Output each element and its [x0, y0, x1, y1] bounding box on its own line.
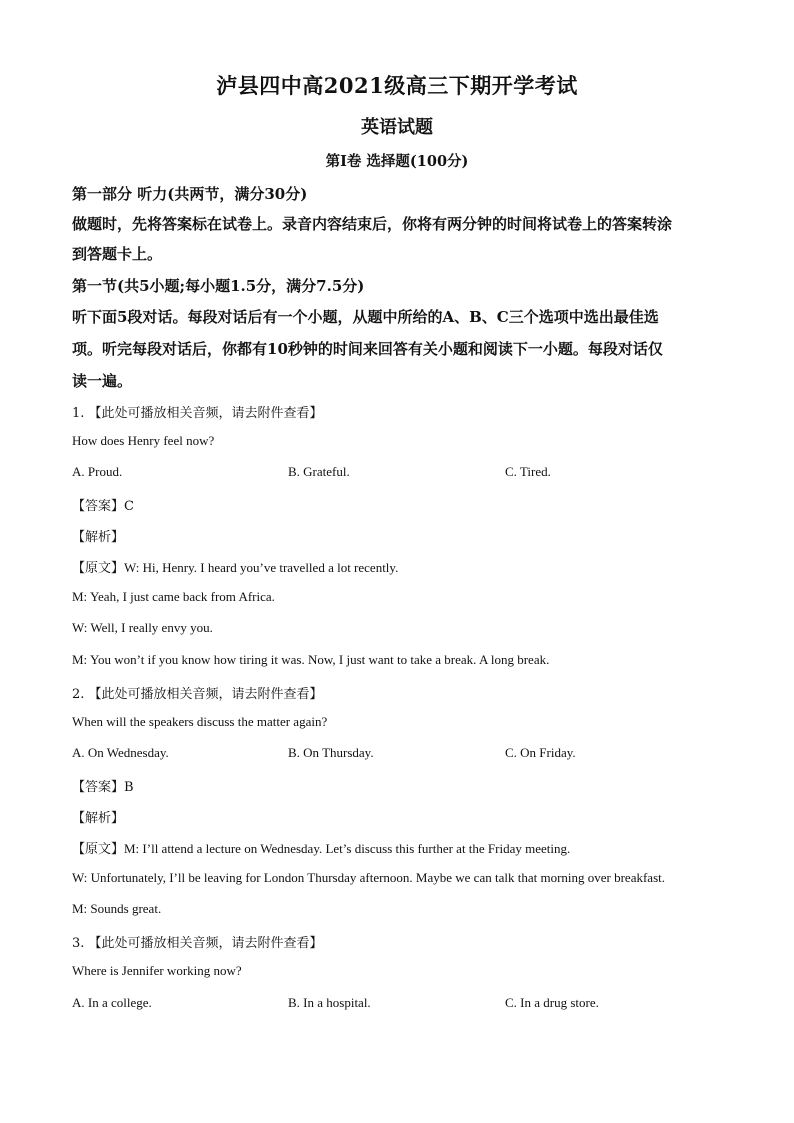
q1-transcript-line: 【原文】W: Hi, Henry. I heard you’ve travelled a lot recently. — [72, 560, 399, 575]
section1-line3: 读一遍。 — [72, 372, 133, 390]
q2-audio-placeholder[interactable]: 2. 【此处可播放相关音频，请去附件查看】 — [72, 687, 323, 702]
q1-question: How does Henry feel now? — [72, 433, 215, 448]
q1-transcript-line: M: You won’t if you know how tiring it was. Now, I just want to take a break. A long break. — [72, 652, 550, 667]
q3-option-a: A. In a college. — [72, 995, 152, 1010]
part1-heading: 第一部分 听力(共两节，满分30分) — [72, 185, 308, 203]
exam-title: 泸县四中高2021级高三下期开学考试 — [216, 73, 578, 98]
q3-audio-placeholder[interactable]: 3. 【此处可播放相关音频，请去附件查看】 — [72, 936, 323, 951]
section1-line2: 项。听完每段对话后，你都有10秒钟的时间来回答有关小题和阅读下一小题。每段对话仅 — [72, 340, 663, 358]
q3-option-b: B. In a hospital. — [288, 995, 371, 1010]
part1-instruction-line1: 做题时，先将答案标在试卷上。录音内容结束后，你将有两分钟的时间将试卷上的答案转涂 — [72, 215, 673, 233]
q2-option-a: A. On Wednesday. — [72, 745, 169, 760]
q1-answer: 【答案】C — [72, 499, 134, 514]
q2-answer: 【答案】B — [72, 780, 134, 795]
q1-option-c: C. Tired. — [505, 464, 551, 479]
q1-analysis: 【解析】 — [72, 530, 125, 545]
q3-option-c: C. In a drug store. — [505, 995, 599, 1010]
section1-line1: 听下面5段对话。每段对话后有一个小题，从题中所给的A、B、C三个选项中选出最佳选 — [72, 308, 659, 326]
q2-question: When will the speakers discuss the matter again? — [72, 714, 328, 729]
q1-transcript-line: W: Well, I really envy you. — [72, 620, 213, 635]
q2-option-b: B. On Thursday. — [288, 745, 374, 760]
q1-option-b: B. Grateful. — [288, 464, 350, 479]
q1-option-a: A. Proud. — [72, 464, 123, 479]
exam-subtitle: 英语试题 — [361, 117, 433, 138]
q1-audio-placeholder[interactable]: 1. 【此处可播放相关音频，请去附件查看】 — [72, 406, 323, 421]
part1-instruction-line2: 到答题卡上。 — [72, 245, 163, 263]
section1-heading: 第一节(共5小题;每小题1.5分，满分7.5分) — [72, 277, 365, 295]
q3-question: Where is Jennifer working now? — [72, 963, 242, 978]
q2-option-c: C. On Friday. — [505, 745, 576, 760]
q2-analysis: 【解析】 — [72, 811, 125, 826]
volume-heading: 第I卷 选择题(100分) — [325, 153, 469, 170]
q2-transcript-line: M: Sounds great. — [72, 901, 162, 916]
q2-transcript-line: 【原文】M: I’ll attend a lecture on Wednesday. Let’s discuss this further at the Friday meeting. — [72, 841, 571, 856]
q2-transcript-line: W: Unfortunately, I’ll be leaving for London Thursday afternoon. Maybe we can talk that morning over breakfast. — [72, 870, 665, 885]
q1-transcript-line: M: Yeah, I just came back from Africa. — [72, 589, 275, 604]
